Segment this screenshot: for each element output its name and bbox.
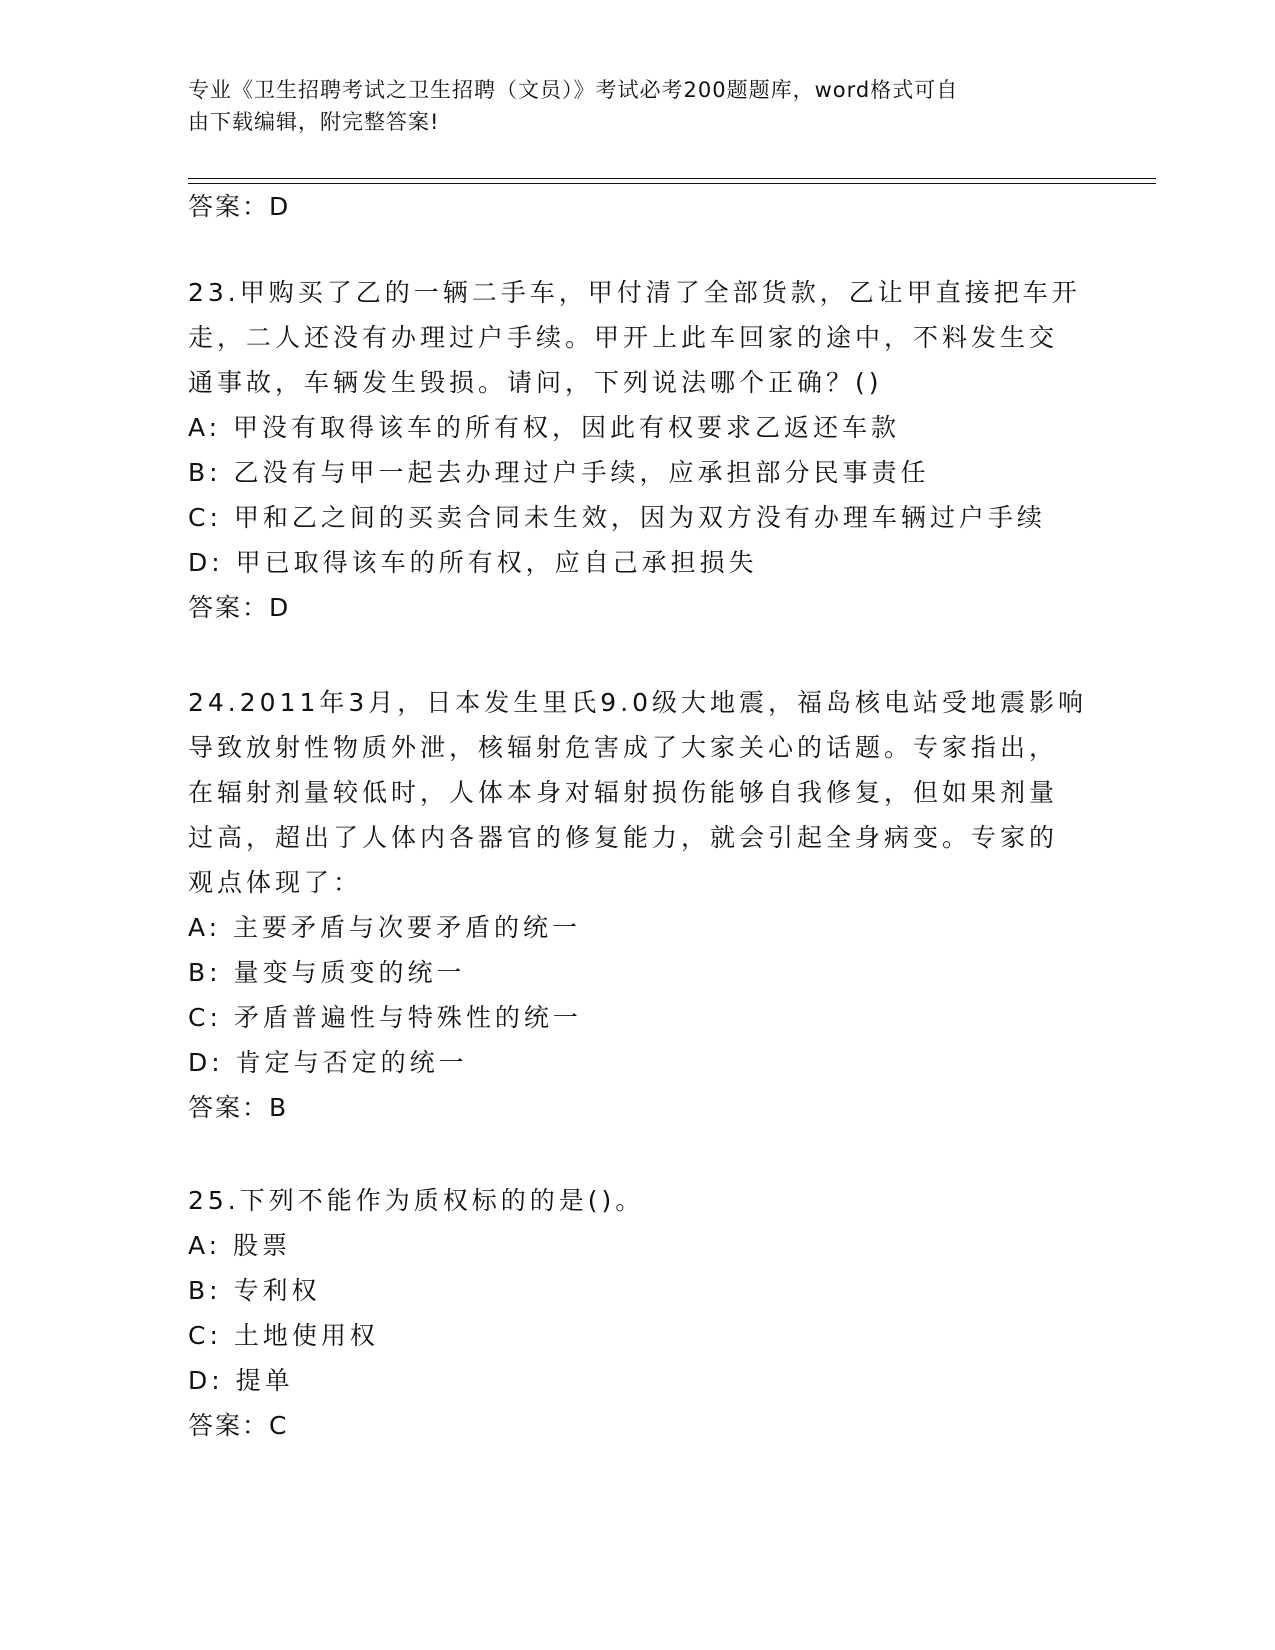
- question-24-stem-line: 导致放射性物质外泄，核辐射危害成了大家关心的话题。专家指出，: [188, 733, 1059, 762]
- question-25-option-c: C: 土地使用权: [188, 1321, 379, 1350]
- question-24-stem-line: 过高，超出了人体内各器官的修复能力，就会引起全身病变。专家的: [188, 823, 1059, 852]
- question-24-option-a: A: 主要矛盾与次要矛盾的统一: [188, 913, 582, 942]
- header-line-1: 专业《卫生招聘考试之卫生招聘（文员）》考试必考200题题库，word格式可自: [188, 78, 959, 102]
- question-24-answer: 答案：B: [188, 1093, 289, 1122]
- question-23-option-d: D: 甲已取得该车的所有权，应自己承担损失: [188, 548, 758, 577]
- question-24-stem-line: 观点体现了：: [188, 868, 363, 897]
- question-25-option-d: D: 提单: [188, 1366, 294, 1395]
- question-23-option-a: A: 甲没有取得该车的所有权，因此有权要求乙返还车款: [188, 413, 901, 442]
- question-23-option-b: B: 乙没有与甲一起去办理过户手续，应承担部分民事责任: [188, 458, 930, 487]
- question-23-answer: 答案：D: [188, 593, 291, 622]
- question-25-option-a: A: 股票: [188, 1231, 292, 1260]
- question-25-answer: 答案：C: [188, 1411, 289, 1440]
- question-24-option-c: C: 矛盾普遍性与特殊性的统一: [188, 1003, 582, 1032]
- question-23-option-c: C: 甲和乙之间的买卖合同未生效，因为双方没有办理车辆过户手续: [188, 503, 1046, 532]
- question-25-option-b: B: 专利权: [188, 1276, 321, 1305]
- header-rule-bottom: [188, 183, 1156, 184]
- question-24-option-d: D: 肯定与否定的统一: [188, 1048, 468, 1077]
- top-answer: 答案：D: [188, 192, 291, 221]
- question-23-stem-line: 走，二人还没有办理过户手续。甲开上此车回家的途中，不料发生交: [188, 323, 1059, 352]
- question-24-stem-line: 24.2011年3月，日本发生里氏9.0级大地震，福岛核电站受地震影响: [188, 688, 1088, 717]
- header-line-2: 由下载编辑，附完整答案!: [188, 110, 440, 134]
- document-header: [188, 74, 1088, 138]
- header-rule-top: [188, 178, 1156, 179]
- question-24-stem-line: 在辐射剂量较低时，人体本身对辐射损伤能够自我修复，但如果剂量: [188, 778, 1059, 807]
- question-24-option-b: B: 量变与质变的统一: [188, 958, 466, 987]
- question-23-stem-line: 23.甲购买了乙的一辆二手车，甲付清了全部货款，乙让甲直接把车开: [188, 278, 1081, 307]
- question-25-stem-line: 25.下列不能作为质权标的的是()。: [188, 1186, 645, 1215]
- question-23-stem-line: 通事故，车辆发生毁损。请问，下列说法哪个正确？(): [188, 368, 883, 397]
